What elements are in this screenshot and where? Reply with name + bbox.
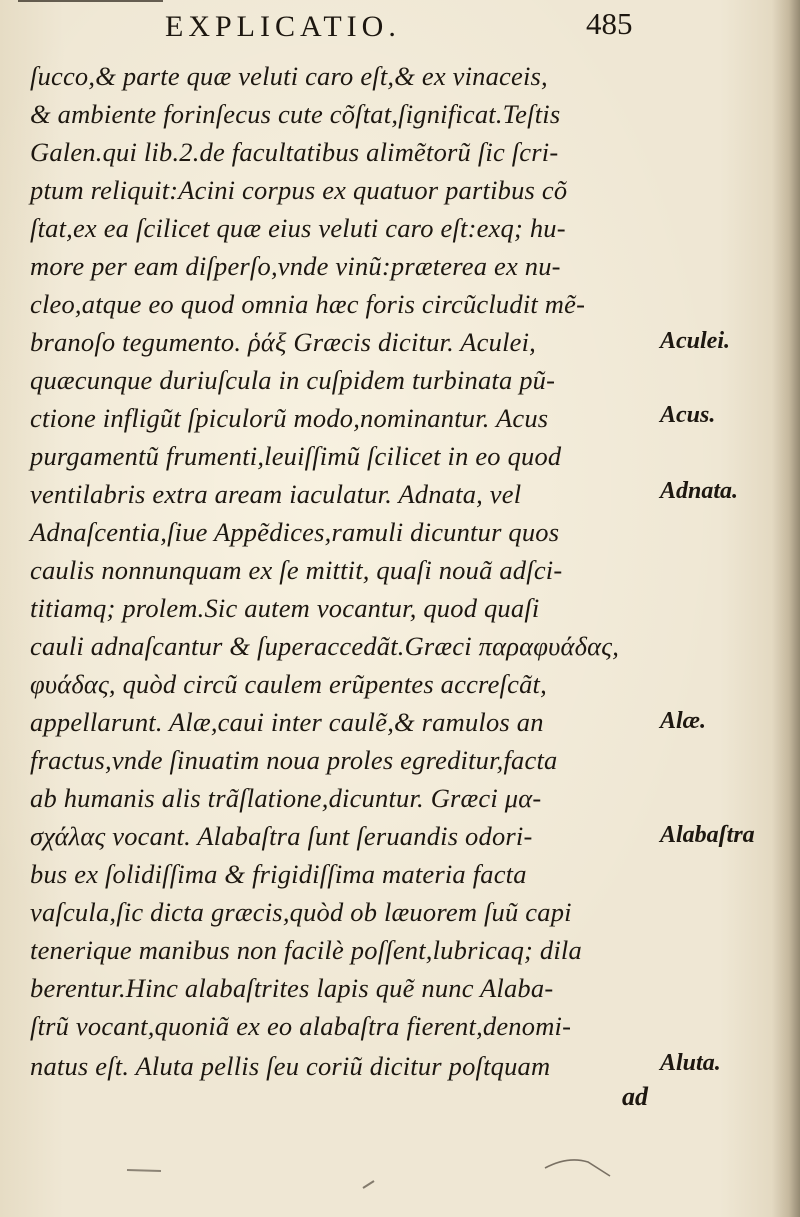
text-line: φυάδας, quòd circũ caulem erũpentes accreſcãt, <box>30 669 547 699</box>
running-title: EXPLICATIO. <box>165 10 401 43</box>
text-line: cleo,atque eo quod omnia hæc foris circũcludit mẽ- <box>30 289 586 319</box>
text-line: Galen.qui lib.2.de facultatibus alimẽtorũ ſic ſcri- <box>30 137 559 167</box>
text-line: ab humanis alis trãſlatione,dicuntur. Græci μα- <box>30 783 542 813</box>
text-line: appellarunt. Alæ,caui inter caulẽ,& ramulos an <box>30 707 544 737</box>
text-line: ſtrũ vocant,quoniã ex eo alabaſtra fierent,denomi- <box>30 1011 572 1041</box>
margin-note-adnata: Adnata. <box>660 478 739 504</box>
text-line: caulis nonnunquam ex ſe mittit, quaſi nouã adſci- <box>30 555 563 585</box>
margin-note-aculei: Aculei. <box>660 328 730 354</box>
text-line: bus ex ſolidiſſima & frigidiſſima materia facta <box>30 859 527 889</box>
text-line: ventilabris extra aream iaculatur. Adnata, vel <box>30 479 522 509</box>
text-line: & ambiente forinſecus cute cõſtat,ſignificat.Teſtis <box>30 99 561 129</box>
margin-note-aluta: Aluta. <box>660 1050 721 1076</box>
text-line: quæcunque duriuſcula in cuſpidem turbinata pũ- <box>30 365 556 395</box>
text-line: vaſcula,ſic dicta græcis,quòd ob læuorem ſuũ capi <box>30 897 572 927</box>
ink-flourish-mark <box>540 1150 620 1180</box>
text-line: tenerique manibus non facilè poſſent,lubricaq; dila <box>30 935 582 965</box>
text-line: natus eſt. Aluta pellis ſeu coriũ dicitur poſtquam <box>30 1051 551 1081</box>
ink-tick-mark <box>360 1178 380 1192</box>
page-edge-shadow <box>772 0 800 1217</box>
text-line: purgamentũ frumenti,leuiſſimũ ſcilicet in eo quod <box>30 441 562 471</box>
text-line: berentur.Hinc alabaſtrites lapis quẽ nunc Alaba- <box>30 973 554 1003</box>
margin-note-acus: Acus. <box>660 402 716 428</box>
header-rule <box>18 0 163 2</box>
page-number: 485 <box>586 6 633 41</box>
text-line: more per eam diſperſo,vnde vinũ:prætereа ex nu- <box>30 251 561 281</box>
margin-note-alabastra: Alabaſtra <box>660 822 755 848</box>
text-line: branoſo tegumento. ῥάξ Græcis dicitur. Aculei, <box>30 327 536 357</box>
text-line: ptum reliquit:Acini corpus ex quatuor partibus cõ <box>30 175 568 205</box>
text-line: ſucco,& parte quæ veluti caro eſt,& ex vinaceis, <box>30 61 548 91</box>
text-line: ctione infligũt ſpiculorũ modo,nominantur. Acus <box>30 403 549 433</box>
ink-speck-mark <box>125 1165 165 1175</box>
catchword: ad <box>622 1082 648 1111</box>
text-line: Adnaſcentia,ſiue Appẽdices,ramuli dicuntur quos <box>30 517 560 547</box>
text-line: ſtat,ex ea ſcilicet quæ eius veluti caro eſt:exq; hu- <box>30 213 566 243</box>
text-line: fractus,vnde ſinuatim noua proles egreditur,facta <box>30 745 558 775</box>
margin-note-alae: Alæ. <box>660 708 707 734</box>
text-line: titiamq; prolem.Sic autem vocantur, quod quaſi <box>30 593 540 623</box>
text-line: cauli adnaſcantur & ſuperaccedãt.Græci παραφυάδας, <box>30 631 620 661</box>
text-line: σχάλας vocant. Alabaſtra ſunt ſeruandis odori- <box>30 821 533 851</box>
